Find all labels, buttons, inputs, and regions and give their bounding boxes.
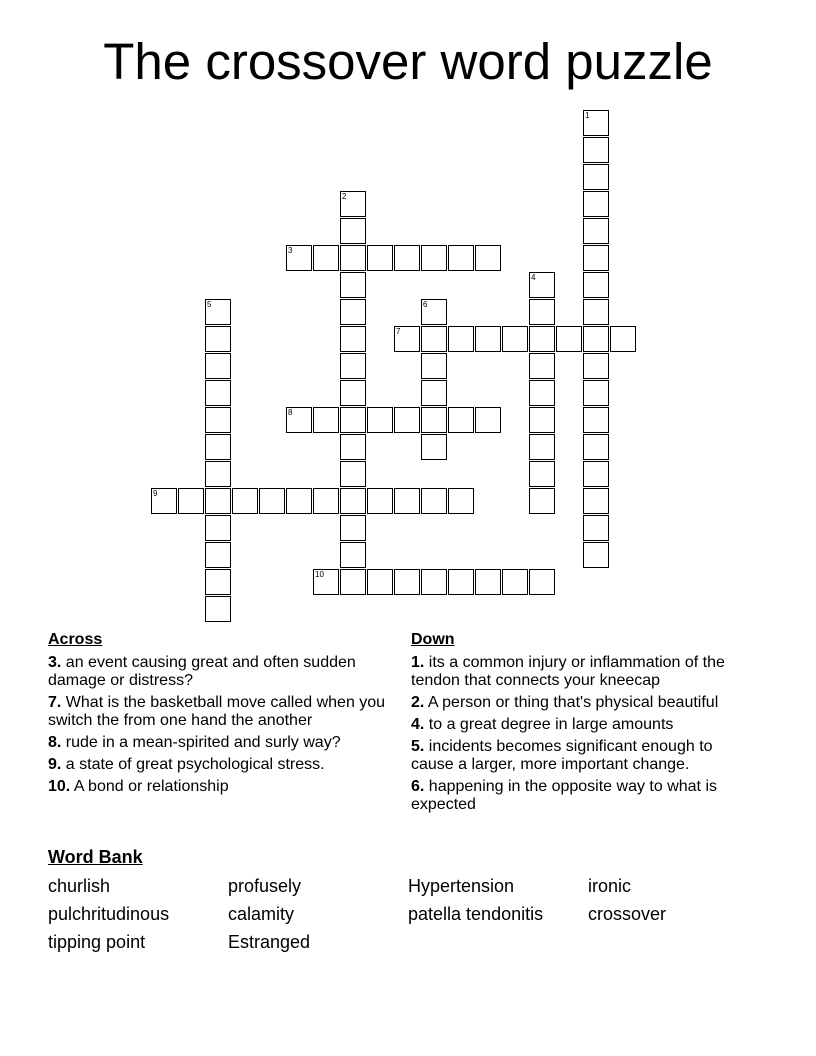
grid-cell[interactable] bbox=[529, 434, 555, 460]
grid-cell[interactable] bbox=[448, 569, 474, 595]
grid-cell[interactable] bbox=[448, 326, 474, 352]
clue-number: 9 bbox=[153, 489, 158, 498]
grid-cell[interactable] bbox=[529, 326, 555, 352]
grid-cell[interactable] bbox=[394, 569, 420, 595]
grid-cell[interactable] bbox=[475, 569, 501, 595]
grid-cell[interactable] bbox=[151, 488, 177, 514]
clue-across-10: 10. A bond or relationship bbox=[48, 778, 229, 795]
grid-cell[interactable] bbox=[205, 596, 231, 622]
grid-cell[interactable] bbox=[286, 488, 312, 514]
word-bank-item: tipping point bbox=[48, 932, 146, 952]
clue-down-4: 4. to a great degree in large amounts bbox=[411, 716, 674, 733]
grid-cell[interactable] bbox=[583, 488, 609, 514]
grid-cell[interactable] bbox=[529, 407, 555, 433]
clue-number: 6 bbox=[423, 300, 428, 309]
clue-number: 2 bbox=[342, 192, 347, 201]
grid-cell[interactable] bbox=[313, 407, 339, 433]
word-bank-heading: Word Bank bbox=[48, 847, 143, 867]
grid-cell[interactable] bbox=[583, 353, 609, 379]
grid-cell[interactable] bbox=[583, 461, 609, 487]
clue-number: 5 bbox=[207, 300, 212, 309]
grid-cell[interactable] bbox=[610, 326, 636, 352]
grid-cell[interactable] bbox=[583, 218, 609, 244]
grid-cell[interactable] bbox=[232, 488, 258, 514]
grid-cell[interactable] bbox=[529, 569, 555, 595]
word-bank-item: pulchritudinous bbox=[48, 904, 170, 924]
grid-cell[interactable] bbox=[205, 326, 231, 352]
grid-cell[interactable] bbox=[367, 407, 393, 433]
clue-number: 1 bbox=[585, 111, 590, 120]
clue-number: 8 bbox=[288, 408, 293, 417]
down-heading: Down bbox=[411, 631, 455, 648]
clue-across-3: 3. an event causing great and often sudden damage or distress? bbox=[48, 654, 356, 689]
grid-cell[interactable] bbox=[421, 299, 447, 325]
word-bank-item: patella tendonitis bbox=[408, 904, 544, 924]
grid-cell[interactable] bbox=[583, 407, 609, 433]
clue-across-9: 9. a state of great psychological stress. bbox=[48, 756, 325, 773]
grid-cell[interactable] bbox=[205, 515, 231, 541]
word-bank-item: crossover bbox=[588, 904, 667, 924]
grid-cell[interactable] bbox=[421, 380, 447, 406]
word-bank-item: profusely bbox=[228, 876, 302, 896]
grid-cell[interactable] bbox=[205, 461, 231, 487]
grid-cell[interactable] bbox=[286, 245, 312, 271]
grid-cell[interactable] bbox=[583, 380, 609, 406]
grid-cell[interactable] bbox=[421, 407, 447, 433]
grid-cell[interactable] bbox=[421, 434, 447, 460]
grid-cell[interactable] bbox=[340, 326, 366, 352]
grid-cell[interactable] bbox=[340, 191, 366, 217]
grid-cell[interactable] bbox=[340, 407, 366, 433]
grid-cell[interactable] bbox=[205, 569, 231, 595]
word-bank-item: Hypertension bbox=[408, 876, 515, 896]
grid-cell[interactable] bbox=[421, 488, 447, 514]
grid-cell[interactable] bbox=[367, 245, 393, 271]
word-bank-item: calamity bbox=[228, 904, 295, 924]
grid-cell[interactable] bbox=[529, 380, 555, 406]
grid-cell[interactable] bbox=[583, 245, 609, 271]
page-title: The crossover word puzzle bbox=[103, 33, 713, 90]
grid-cell[interactable] bbox=[448, 488, 474, 514]
grid-cell[interactable] bbox=[340, 218, 366, 244]
grid-cell[interactable] bbox=[583, 272, 609, 298]
grid-cell[interactable] bbox=[475, 407, 501, 433]
grid-cell[interactable] bbox=[259, 488, 285, 514]
grid-cell[interactable] bbox=[583, 515, 609, 541]
grid-cell[interactable] bbox=[367, 569, 393, 595]
grid-cell[interactable] bbox=[340, 434, 366, 460]
grid-cell[interactable] bbox=[340, 488, 366, 514]
grid-cell[interactable] bbox=[367, 488, 393, 514]
grid-cell[interactable] bbox=[583, 164, 609, 190]
grid-cell[interactable] bbox=[394, 245, 420, 271]
grid-cell[interactable] bbox=[205, 353, 231, 379]
clue-number: 7 bbox=[396, 327, 401, 336]
grid-cell[interactable] bbox=[340, 245, 366, 271]
grid-cell[interactable] bbox=[205, 407, 231, 433]
down-clues bbox=[411, 630, 756, 814]
grid-cell[interactable] bbox=[583, 326, 609, 352]
word-bank-item: Estranged bbox=[228, 932, 311, 952]
grid-cell[interactable] bbox=[205, 542, 231, 568]
grid-cell[interactable] bbox=[475, 326, 501, 352]
grid-cell[interactable] bbox=[583, 191, 609, 217]
grid-cell[interactable] bbox=[475, 245, 501, 271]
grid-cell[interactable] bbox=[583, 110, 609, 136]
grid-cell[interactable] bbox=[340, 380, 366, 406]
grid-cell[interactable] bbox=[502, 326, 528, 352]
grid-cell[interactable] bbox=[529, 488, 555, 514]
grid-cell[interactable] bbox=[448, 407, 474, 433]
word-bank-item: ironic bbox=[588, 876, 632, 896]
grid-cell[interactable] bbox=[583, 137, 609, 163]
grid-cell[interactable] bbox=[340, 515, 366, 541]
clue-down-1: 1. its a common injury or inflammation of the tendon that connects your kneecap bbox=[411, 654, 725, 689]
grid-cell[interactable] bbox=[313, 569, 339, 595]
grid-cell[interactable] bbox=[205, 488, 231, 514]
grid-cell[interactable] bbox=[394, 488, 420, 514]
grid-cell[interactable] bbox=[448, 245, 474, 271]
grid-cell[interactable] bbox=[313, 245, 339, 271]
grid-cell[interactable] bbox=[421, 326, 447, 352]
grid-cell[interactable] bbox=[313, 488, 339, 514]
grid-cell[interactable] bbox=[529, 353, 555, 379]
grid-cell[interactable] bbox=[421, 245, 447, 271]
grid-cell[interactable] bbox=[529, 461, 555, 487]
clue-down-2: 2. A person or thing that's physical beautiful bbox=[411, 694, 719, 711]
grid-cell[interactable] bbox=[394, 407, 420, 433]
grid-cell[interactable] bbox=[340, 353, 366, 379]
grid-cell[interactable] bbox=[340, 542, 366, 568]
across-clues bbox=[48, 630, 393, 796]
grid-cell[interactable] bbox=[205, 299, 231, 325]
grid-cell[interactable] bbox=[205, 434, 231, 460]
clue-number: 3 bbox=[288, 246, 293, 255]
grid-cell[interactable] bbox=[502, 569, 528, 595]
grid-cell[interactable] bbox=[286, 407, 312, 433]
grid-cell[interactable] bbox=[556, 326, 582, 352]
grid-cell[interactable] bbox=[421, 569, 447, 595]
grid-cell[interactable] bbox=[340, 299, 366, 325]
grid-cell[interactable] bbox=[205, 380, 231, 406]
across-heading: Across bbox=[48, 631, 103, 648]
grid-cell[interactable] bbox=[394, 326, 420, 352]
grid-cell[interactable] bbox=[583, 434, 609, 460]
grid-cell[interactable] bbox=[421, 353, 447, 379]
word-bank-item: churlish bbox=[48, 876, 111, 896]
grid-cell[interactable] bbox=[178, 488, 204, 514]
grid-cell[interactable] bbox=[529, 272, 555, 298]
grid-cell[interactable] bbox=[340, 272, 366, 298]
clue-number: 10 bbox=[315, 570, 324, 579]
clue-across-8: 8. rude in a mean-spirited and surly way? bbox=[48, 734, 341, 751]
clue-number: 4 bbox=[531, 273, 536, 282]
clue-down-6: 6. happening in the opposite way to what is expected bbox=[411, 778, 717, 813]
grid-cell[interactable] bbox=[583, 542, 609, 568]
clue-across-7: 7. What is the basketball move called when you switch the from one hand the another bbox=[48, 694, 386, 729]
grid-cell[interactable] bbox=[340, 461, 366, 487]
grid-cell[interactable] bbox=[340, 569, 366, 595]
clue-down-5: 5. incidents becomes significant enough to cause a larger, more important change. bbox=[411, 738, 713, 773]
grid-cell[interactable] bbox=[529, 299, 555, 325]
grid-cell[interactable] bbox=[583, 299, 609, 325]
